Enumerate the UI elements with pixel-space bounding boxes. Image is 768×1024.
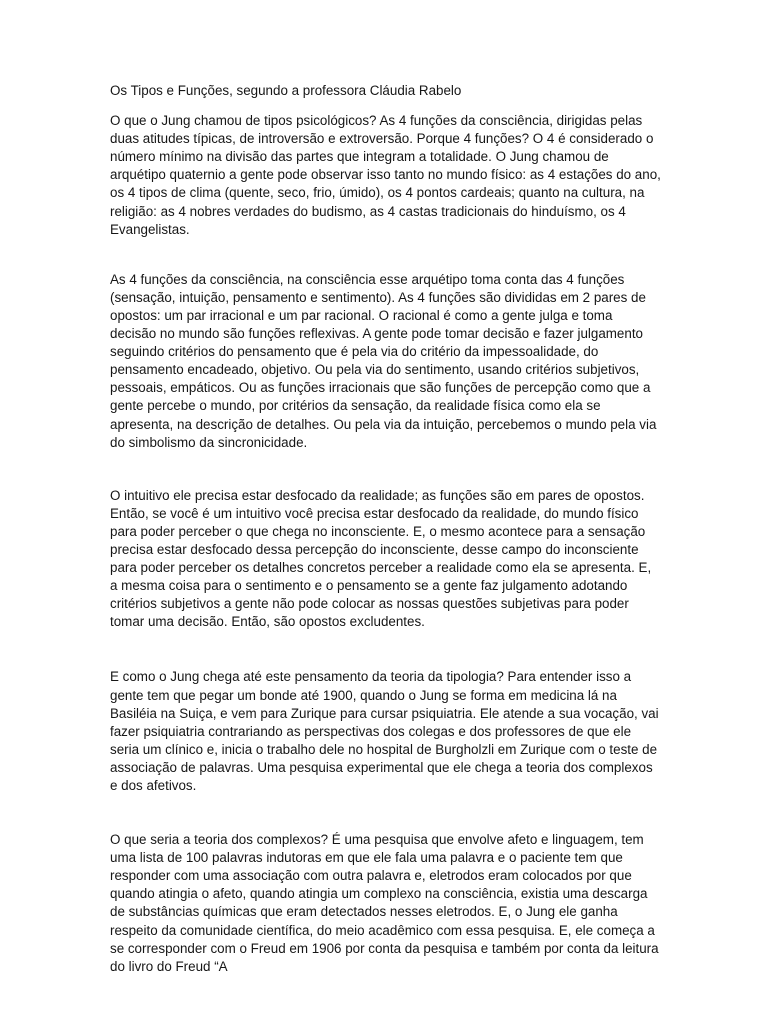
document-title: Os Tipos e Funções, segundo a professora Cláudia Rabelo [110, 83, 462, 98]
paragraph-funcoes-consciencia: As 4 funções da consciência, na consciência esse arquétipo toma conta das 4 funções (sensação, intuição, pensamento e sentimento). As 4 funções são divididas em 2 pares de opostos: um par irracional e um par racional. O racional é como a gente julga e toma decisão no mundo são funções reflexivas. A gente pode tomar decisão e fazer julgamento seguindo critérios do pensamento que é pela via do critério da impessoalidade, do pensamento encadeado, objetivo. Ou pela via do sentimento, usando critérios subjetivos, pessoais, empáticos. Ou as funções irracionais que são funções de percepção como que a gente percebe o mundo, por critérios da sensação, da realidade física como ela se apresenta, na descrição de detalhes. Ou pela via da intuição, percebemos o mundo pela via do simbolismo da sincronicidade. [110, 271, 657, 450]
paragraph-intuitivo: O intuitivo ele precisa estar desfocado da realidade; as funções são em pares de opostos. Então, se você é um intuitivo você precisa estar desfocado da realidade, do mundo físico para poder perceber o que chega no inconsciente. E, o mesmo acontece para a sensação precisa estar desfocado dessa percepção do inconsciente, desse campo do inconsciente para poder perceber os detalhes concretos perceber a realidade como ela se apresenta. E, a mesma coisa para o sentimento e o pensamento se a gente faz julgamento adotando critérios subjetivos a gente não pode colocar as nossas questões subjetivas para poder tomar uma decisão. Então, são opostos excludentes. [110, 487, 652, 630]
paragraph-tipos-psicologicos: O que o Jung chamou de tipos psicológicos? As 4 funções da consciência, dirigidas pelas duas atitudes típicas, de introversão e extroversão. Porque 4 funções? O 4 é considerado o número mínimo na divisão das partes que integram a totalidade. O Jung chamou de arquétipo quaternio a gente pode observar isso tanto no mundo físico: as 4 estações do ano, os 4 tipos de clima (quente, seco, frio, úmido), os 4 pontos cardeais; quanto na cultura, na religião: as 4 nobres verdades do budismo, as 4 castas tradicionais do hinduísmo, os 4 Evangelistas. [110, 113, 661, 237]
paragraph-spacer [110, 239, 662, 271]
paragraph-spacer [110, 452, 662, 487]
paragraph-teoria-tipologia: E como o Jung chega até este pensamento da teoria da tipologia? Para entender isso a gente tem que pegar um bonde até 1900, quando o Jung se forma em medicina lá na Basiléia na Suiça, e vem para Zurique para cursar psiquiatria. Ele atende a sua vocação, vai fazer psiquiatria contrariando as perspectivas dos colegas e dos professores de que ele seria um clínico e, inicia o trabalho dele no hospital de Burgholzli em Zurique com o teste de associação de palavras. Uma pesquisa experimental que ele chega a teoria dos complexos e dos afetivos. [110, 669, 659, 793]
paragraph-spacer [110, 795, 662, 831]
paragraph-teoria-complexos: O que seria a teoria dos complexos? É uma pesquisa que envolve afeto e linguagem, tem uma lista de 100 palavras indutoras em que ele fala uma palavra e o paciente tem que responder com uma associação com outra palavra e, eletrodos eram colocados por que quando atingia o afeto, quando atingia um complexo na consciência, existia uma descarga de substâncias químicas que eram detectados nesses eletrodos. E, o Jung ele ganha respeito da comunidade científica, do meio acadêmico com essa pesquisa. E, ele começa a se corresponder com o Freud em 1906 por conta da pesquisa e também por conta da leitura do livro do Freud “A [110, 832, 659, 974]
paragraph-spacer [110, 631, 662, 668]
document-body [110, 82, 662, 976]
